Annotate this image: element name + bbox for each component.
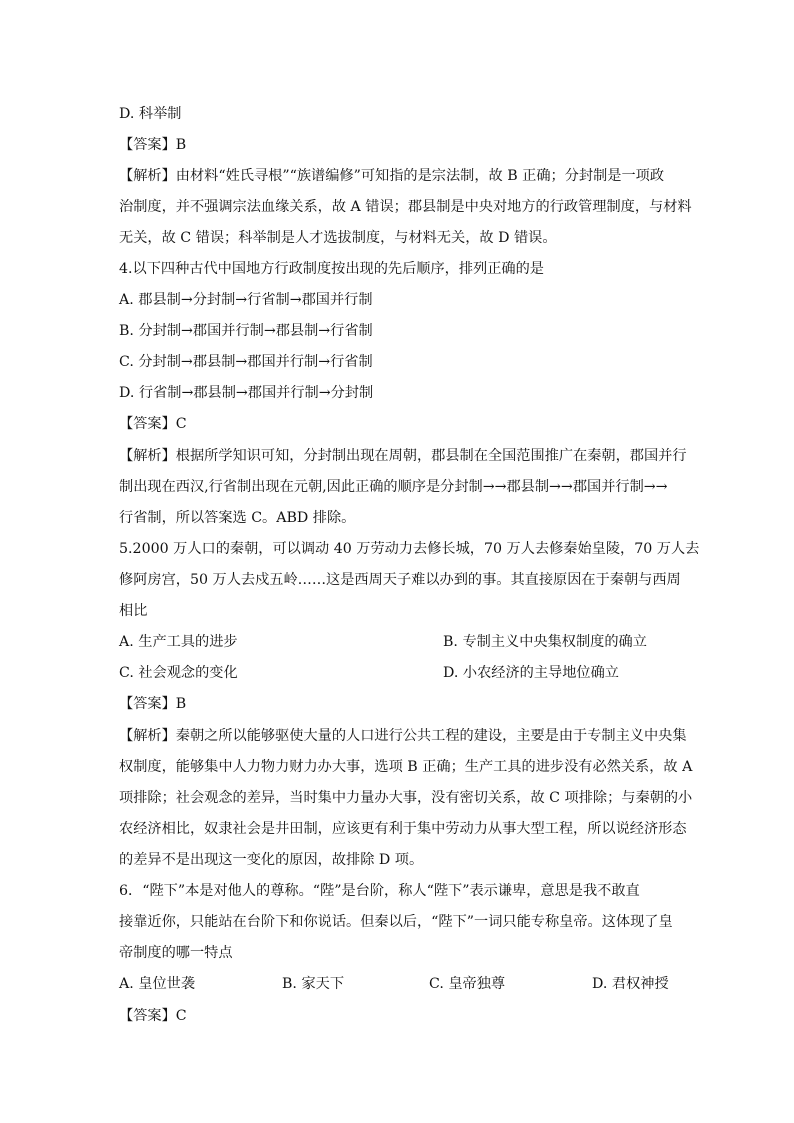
q4-option-d: D. 行省制→郡县制→郡国并行制→分封制	[119, 385, 374, 401]
analysis-line: 制出现在西汉,行省制出现在元朝,因此正确的顺序是分封制→→郡县制→→郡国并行制→→	[119, 479, 668, 495]
question-5: 5.2000 万人口的秦朝，可以调动 40 万劳动力去修长城，70 万人去修秦始皇陵，70 万人去	[119, 541, 700, 557]
question-5-line: 相比	[119, 603, 148, 619]
analysis-line: 治制度，并不强调宗法血缘关系，故 A 错误；郡县制是中央对地方的行政管理制度，与材料	[119, 199, 692, 215]
analysis-line: 项排除；社会观念的差异，当时集中力量办大事，没有密切关系，故 C 项排除；与秦朝的小	[119, 790, 693, 806]
question-6-line: 接靠近你，只能站在台阶下和你说话。但秦以后，“陛下”一词只能专称皇帝。这体现了皇	[119, 914, 673, 930]
analysis-line: 权制度，能够集中人力物力财力办大事，选项 B 正确；生产工具的进步没有必然关系，故 A	[119, 759, 693, 775]
q4-option-c: C. 分封制→郡县制→郡国并行制→行省制	[119, 354, 373, 370]
option-d-keju: D. 科举制	[119, 106, 182, 122]
answer-label: 【答案】C	[119, 416, 187, 432]
q5-option-b: B. 专制主义中央集权制度的确立	[443, 634, 647, 650]
answer-label: 【答案】B	[119, 137, 187, 153]
question-5-line: 修阿房宫，50 万人去戍五岭……这是西周天子难以办到的事。其直接原因在于秦朝与西周	[119, 572, 681, 588]
question-6: 6．“陛下”本是对他人的尊称。“陛”是台阶，称人“陛下”表示谦卑，意思是我不敢直	[119, 883, 640, 899]
q6-option-d: D. 君权神授	[592, 976, 669, 992]
analysis-line: 农经济相比，奴隶社会是井田制，应该更有利于集中劳动力从事大型工程，所以说经济形态	[119, 821, 687, 837]
analysis-line: 无关，故 C 错误；科举制是人才选拔制度，与材料无关，故 D 错误。	[119, 230, 557, 246]
analysis-line: 【解析】由材料“姓氏寻根”“族谱编修”可知指的是宗法制，故 B 正确；分封制是一项政	[119, 168, 665, 184]
answer-label: 【答案】B	[119, 696, 187, 712]
question-4: 4.以下四种古代中国地方行政制度按出现的先后顺序，排列正确的是	[119, 261, 544, 277]
q6-option-a: A. 皇位世袭	[119, 976, 196, 992]
q6-option-c: C. 皇帝独尊	[429, 976, 506, 992]
analysis-line: 【解析】根据所学知识可知，分封制出现在周朝，郡县制在全国范围推广在秦朝，郡国并行	[119, 448, 687, 464]
q4-option-b: B. 分封制→郡国并行制→郡县制→行省制	[119, 323, 373, 339]
answer-label: 【答案】C	[119, 1008, 187, 1024]
q4-option-a: A. 郡县制→分封制→行省制→郡国并行制	[119, 292, 373, 308]
q5-option-c: C. 社会观念的变化	[119, 665, 238, 681]
q5-option-d: D. 小农经济的主导地位确立	[443, 665, 619, 681]
analysis-line: 的差异不是出现这一变化的原因，故排除 D 项。	[119, 852, 424, 868]
question-6-line: 帝制度的哪一特点	[119, 945, 233, 961]
q6-option-b: B. 家天下	[282, 976, 345, 992]
analysis-line: 行省制，所以答案选 C。ABD 排除。	[119, 510, 356, 526]
q5-option-a: A. 生产工具的进步	[119, 634, 238, 650]
analysis-line: 【解析】秦朝之所以能够驱使大量的人口进行公共工程的建设，主要是由于专制主义中央集	[119, 728, 687, 744]
